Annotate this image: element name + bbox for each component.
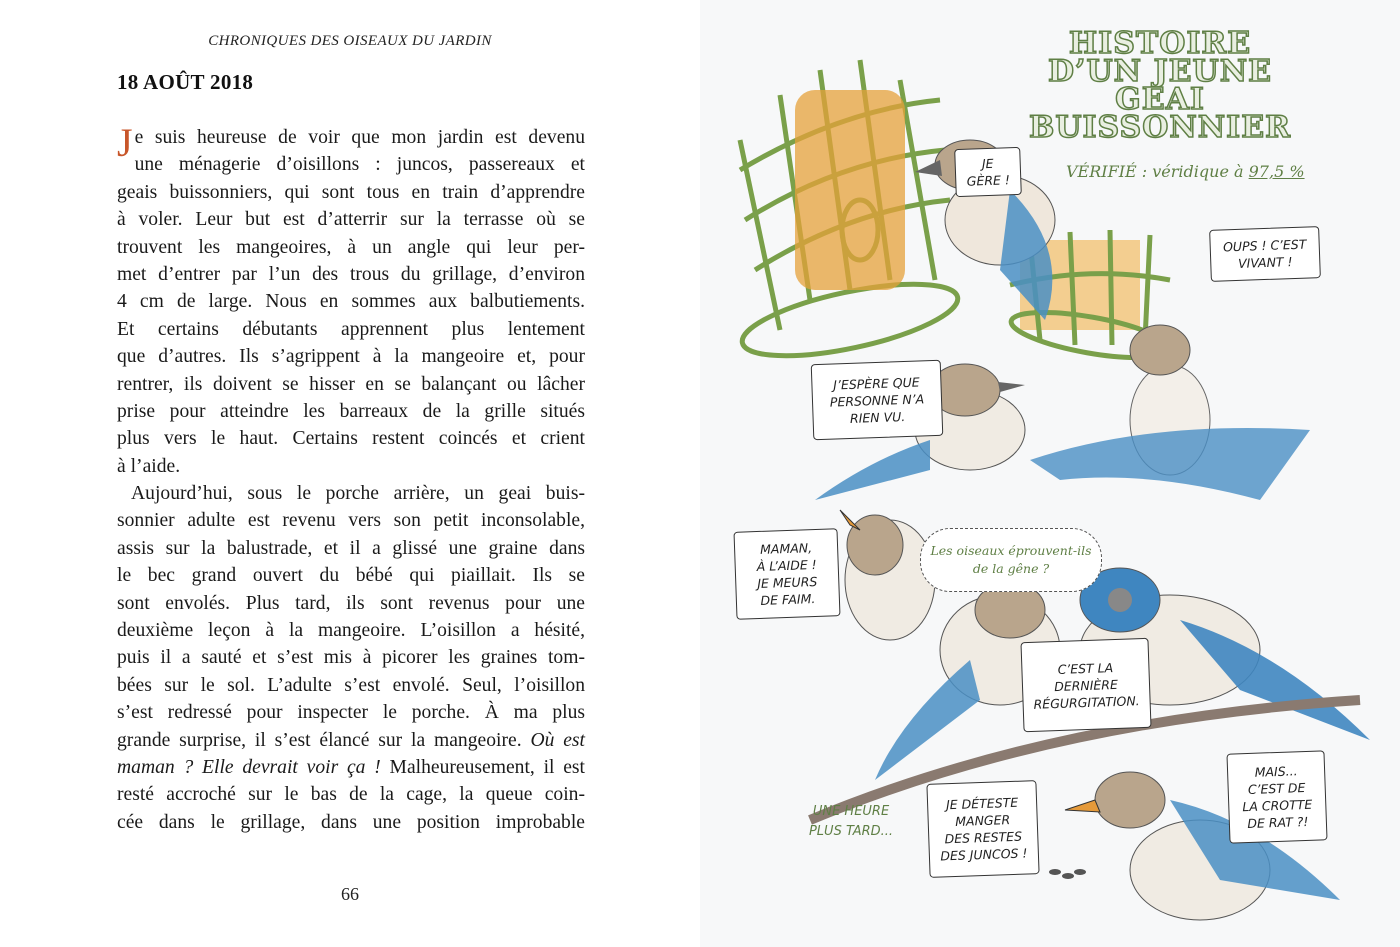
text-line <box>117 617 585 644</box>
text-span: e suis heureuse de voir que mon jardin est devenu <box>134 127 585 148</box>
speech-bubble-espere <box>811 360 944 440</box>
text-line <box>117 288 585 315</box>
text-line <box>117 234 585 261</box>
bubble-line: DES RESTES <box>944 828 1023 847</box>
time-caption <box>796 802 906 842</box>
text-span: à voler. Leur but est d’atterrir sur la terrasse où se <box>117 209 585 231</box>
text-span: Aujourd’hui, sous le porche arrière, un geai buis- <box>131 483 585 505</box>
text-span: assis sur la balustrade, et il a glissé une graine dans <box>117 537 585 559</box>
text-line <box>117 453 585 480</box>
bubble-line: MAIS... <box>1254 763 1298 780</box>
thought-line: de la gêne ? <box>972 561 1050 576</box>
text-line <box>117 699 585 726</box>
speech-bubble-maman <box>733 528 840 620</box>
verified-note <box>1066 162 1305 181</box>
bubble-line: RÉGURGITATION. <box>1033 692 1140 712</box>
bubble-line: VIVANT ! <box>1237 254 1293 271</box>
text-line <box>117 206 585 233</box>
bubble-line: C’EST DE <box>1247 780 1306 798</box>
thought-line: Les oiseaux éprouvent-ils <box>930 543 1092 558</box>
bubble-line: JE MEURS <box>757 573 818 592</box>
bubble-line: JE DÉTESTE <box>945 794 1019 813</box>
text-line <box>117 343 585 370</box>
bubble-line: J’ESPÈRE QUE <box>832 374 920 393</box>
title-line: D’UN JEUNE <box>1048 54 1272 89</box>
text-line <box>117 781 585 808</box>
text-span: geais buissonniers, qui sont tous en train d’apprendre <box>117 181 585 203</box>
speech-bubble-deteste <box>926 780 1039 878</box>
text-line <box>117 480 585 507</box>
body-text <box>117 120 586 836</box>
text-span: 4 cm de large. Nous en sommes aux balbutiements. <box>117 291 585 313</box>
verified-label: VÉRIFIÉ : véridique à <box>1066 162 1249 181</box>
text-line <box>117 371 585 398</box>
italic-span: maman ? Elle devrait voir ça ! <box>117 756 381 778</box>
bubble-line: OUPS ! C’EST <box>1222 236 1307 255</box>
bubble-line: MANGER <box>954 812 1011 829</box>
text-span: rentrer, ils doivent se hisser en se balançant ou lâcher <box>117 373 585 395</box>
speech-bubble-je-gere <box>954 147 1022 197</box>
bubble-line: C’EST LA <box>1057 659 1114 677</box>
bubble-line: DE FAIM. <box>760 591 816 608</box>
bubble-line: LA CROTTE <box>1242 796 1313 815</box>
text-span: met d’entrer par l’un des trous du grillage, d’environ <box>117 263 585 285</box>
text-span: prise pour atteindre les barreaux de la grille situés <box>117 400 585 422</box>
text-span: le bec grand ouvert du bébé qui piaillait. Ils se <box>117 565 585 587</box>
text-span: que d’autres. Ils s’agrippent à la mangeoire et, pour <box>117 346 585 368</box>
caption-line: PLUS TARD... <box>808 824 894 839</box>
drop-cap: J <box>117 120 133 165</box>
bubble-line: DES JUNCOS ! <box>940 845 1028 864</box>
text-line <box>117 179 585 206</box>
text-span: sonnier adulte est revenu vers son petit inconsolable, <box>117 510 585 532</box>
text-span: plus vers le haut. Certains restent coincés et crient <box>117 428 585 450</box>
text-line <box>117 507 585 534</box>
seeds <box>795 90 905 290</box>
text-span: grande surprise, il s’est élancé sur la mangeoire. <box>117 729 522 751</box>
text-span: bées sur le sol. L’adulte s’est envolé. Seul, l’oisillon <box>117 674 585 696</box>
text-line <box>117 644 585 671</box>
text-line <box>117 151 585 178</box>
text-span: s’est redressé pour inspecter le porche. À ma plus <box>117 702 585 724</box>
bubble-line: GÈRE ! <box>966 172 1011 189</box>
title-line: BUISSONNIER <box>1028 110 1292 145</box>
text-line <box>117 590 585 617</box>
text-span: trouvent les mangeoires, à un angle qui leur per- <box>117 236 585 258</box>
speech-bubble-crotte <box>1226 750 1327 843</box>
bubble-line: DE RAT ?! <box>1247 813 1309 832</box>
bubble-line: DERNIÈRE <box>1053 676 1119 694</box>
text-span: Malheureusement, il est <box>380 756 586 778</box>
bubble-line: MAMAN, <box>759 540 813 557</box>
text-span: Et certains débutants apprennent plus lentement <box>117 318 585 340</box>
text-line <box>117 425 585 452</box>
speech-bubble-oups <box>1209 226 1321 282</box>
entry-date: 18 AOÛT 2018 <box>117 70 254 94</box>
text-line <box>117 809 585 836</box>
bubble-line: PERSONNE N’A <box>829 390 925 410</box>
text-line <box>117 727 585 754</box>
bubble-line: RIEN VU. <box>849 408 906 426</box>
bubble-line: À L’AIDE ! <box>756 556 817 575</box>
speech-bubble-regurgitation <box>1020 638 1151 732</box>
text-line <box>117 754 585 781</box>
text-line <box>117 261 585 288</box>
caption-line: UNE HEURE <box>812 804 890 819</box>
bubble-line: JE <box>981 155 994 172</box>
text-span: une ménagerie d’oisillons : juncos, passereaux et <box>134 154 585 176</box>
page-number: 66 <box>341 884 359 904</box>
text-span: sont envolés. Plus tard, ils sont revenus pour une <box>117 592 585 614</box>
running-head: CHRONIQUES DES OISEAUX DU JARDIN <box>208 33 492 49</box>
title-line: HISTOIRE <box>1068 26 1252 61</box>
text-span: resté accroché sur le bas de la cage, la queue coin- <box>117 784 585 806</box>
text-line <box>117 672 585 699</box>
text-span: puis il a sauté et s’est mis à picorer les graines tom- <box>117 647 585 669</box>
thought-bubble <box>920 528 1102 592</box>
italic-span: Où est <box>530 729 585 751</box>
illustration-title <box>1020 26 1300 145</box>
text-line <box>117 535 585 562</box>
text-span: deuxième leçon à la mangeoire. L’oisillon a hésité, <box>117 620 585 642</box>
title-line: GEAI <box>1115 82 1205 117</box>
verified-value: 97,5 % <box>1248 162 1305 181</box>
text-line <box>117 398 585 425</box>
text-line <box>117 562 585 589</box>
text-line <box>117 316 585 343</box>
text-span: à l’aide. <box>117 455 181 477</box>
text-span: cée dans le grillage, dans une position improbable <box>117 811 585 833</box>
